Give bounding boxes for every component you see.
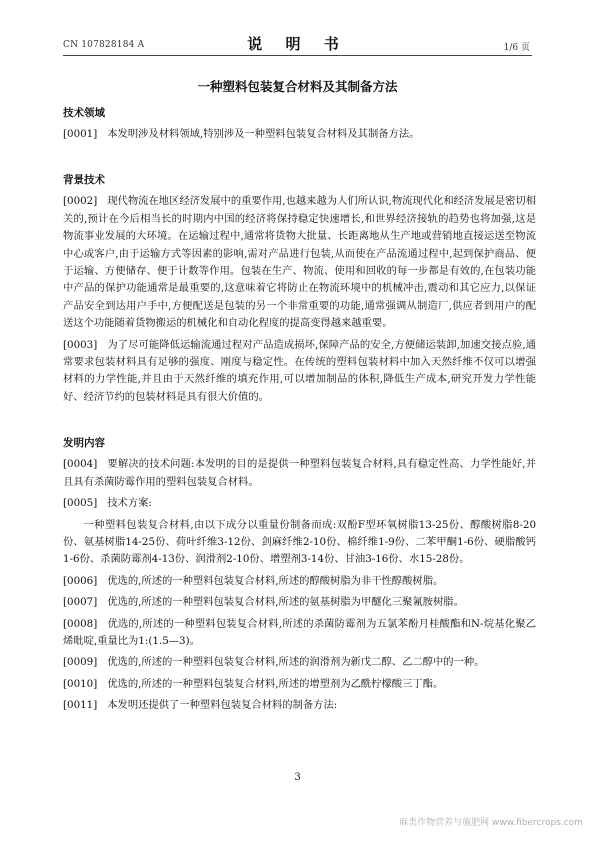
section-heading-tech-field: 技术领域 <box>63 107 105 119</box>
paragraph-number: [0010] <box>63 677 98 690</box>
header-divider <box>63 55 532 56</box>
paragraph-number: [0008] <box>63 617 98 630</box>
paragraph-text: 优选的,所述的一种塑料包装复合材料,所述的润滑剂为新戊二醇、乙二醇中的一种。 <box>107 656 485 669</box>
paragraph-text: 优选的,所述的一种塑料包装复合材料,所述的醇酸树脂为非干性醇酸树脂。 <box>107 574 444 587</box>
document-body <box>63 104 536 719</box>
paragraph-text: 优选的,所述的一种塑料包装复合材料,所述的杀菌防霉剂为五氯苯酚月桂酸酯和N-烷基化聚乙烯吡啶,重量比为1:(1.5—3)。 <box>63 617 536 647</box>
paragraph-number: [0002] <box>63 195 98 208</box>
paragraph-number: [0005] <box>63 497 98 510</box>
header-title: 说 明 书 <box>247 35 348 53</box>
paragraph-0006 <box>63 573 536 590</box>
paragraph-0005 <box>63 495 536 512</box>
paragraph-0007 <box>63 594 536 611</box>
paragraph-0004 <box>63 456 536 491</box>
section-heading-background: 背景技术 <box>63 174 105 187</box>
paragraph-number: [0001] <box>63 128 98 140</box>
paragraph-0002 <box>63 193 536 332</box>
paragraph-0009 <box>63 654 536 671</box>
page-number: 3 <box>294 772 301 783</box>
paragraph-0008 <box>63 616 536 651</box>
paragraph-number: [0007] <box>63 596 98 609</box>
paragraph-0010 <box>63 676 536 693</box>
paragraph-number: [0009] <box>63 656 98 669</box>
paragraph-text: 本发明还提供了一种塑料包装复合材料的制备方法: <box>107 699 338 712</box>
paragraph-number: [0003] <box>63 338 98 351</box>
formula-paragraph: 一种塑料包装复合材料,由以下成分以重量份制备而成:双酚F型环氧树脂13-25份、醇酸树脂8-20份、氨基树脂14-25份、荷叶纤维3-12份、剑麻纤维2-10份、棉纤维1-9份、二苯甲酮1-6份、硬脂酸钙1-6份、杀菌防霉剂4-13份、润滑剂2-10份、增塑剂3-14份、甘油3-16份、水15-28份。 <box>63 518 536 566</box>
page-indicator: 1/6 页 <box>503 43 530 53</box>
paragraph-text: 要解决的技术问题:本发明的目的是提供一种塑料包装复合材料,具有稳定性高、力学性能好,并且具有杀菌防霉作用的塑料包装复合材料。 <box>63 458 536 488</box>
paragraph-number: [0006] <box>63 574 98 587</box>
paragraph-0011 <box>63 697 536 714</box>
paragraph-text: 本发明涉及材料领域,特别涉及一种塑料包装复合材料及其制备方法。 <box>107 128 420 140</box>
paragraph-text: 技术方案: <box>107 497 152 510</box>
section-heading-invention: 发明内容 <box>63 437 105 450</box>
document-title: 一种塑料包装复合材料及其制备方法 <box>197 79 398 94</box>
paragraph-text: 现代物流在地区经济发展中的重要作用,也越来越为人们所认识,物流现代化和经济发展是密切相关的,预计在今后相当长的时期内中国的经济将保持稳定快速增长,和世界经济接轨的趋势也将加强,这是物流事业发展的大环境。在运输过程中,通常将货物大批量、长距离地从生产地或营销地直接运送至物流中心或客户,由于运输方式等因素的影响,需对产品进行包装,从而使在产品流通过程中,起到保护商品、便于运输、方便储存、便于计数等作用。包装在生产、物流、使用和回收的每一步都是有效的,在包装功能中产品的保护功能通常是最重要的,这意味着它将防止在物流环境中的机械冲击,震动和其它应力,以保证产品安全到达用户手中,方便配送是包装的另一个非常重要的功能,通常强调从制造厂,供应者到用户的配送这个功能随着货物搬运的机械化和自动化程度的提高变得越来越重要。 <box>63 195 536 330</box>
paragraph-number: [0011] <box>63 699 98 712</box>
paragraph-text: 优选的,所述的一种塑料包装复合材料,所述的氨基树脂为甲醚化三聚氰胺树脂。 <box>107 596 464 609</box>
paragraph-number: [0004] <box>63 458 98 471</box>
paragraph-text: 优选的,所述的一种塑料包装复合材料,所述的增塑剂为乙酰柠檬酸三丁酯。 <box>107 677 444 690</box>
paragraph-0001 <box>63 126 536 143</box>
paragraph-text: 为了尽可能降低运输流通过程对产品造成损坏,保障产品的安全,方便储运装卸,加速交接点验,通常要求包装材料具有足够的强度、刚度与稳定性。在传统的塑料包装材料中加入天然纤维不仅可以增强材料的力学性能,并且由于天然纤维的填充作用,可以增加制品的体积,降低生产成本,研究开发力学性能好、经济节约的包装材料是具有很大价值的。 <box>63 338 536 403</box>
patent-number: CN 107828184 A <box>63 40 145 50</box>
paragraph-0003 <box>63 337 536 407</box>
watermark: 麻类作物营养与施肥网 www.fibercrops.com <box>399 818 583 828</box>
